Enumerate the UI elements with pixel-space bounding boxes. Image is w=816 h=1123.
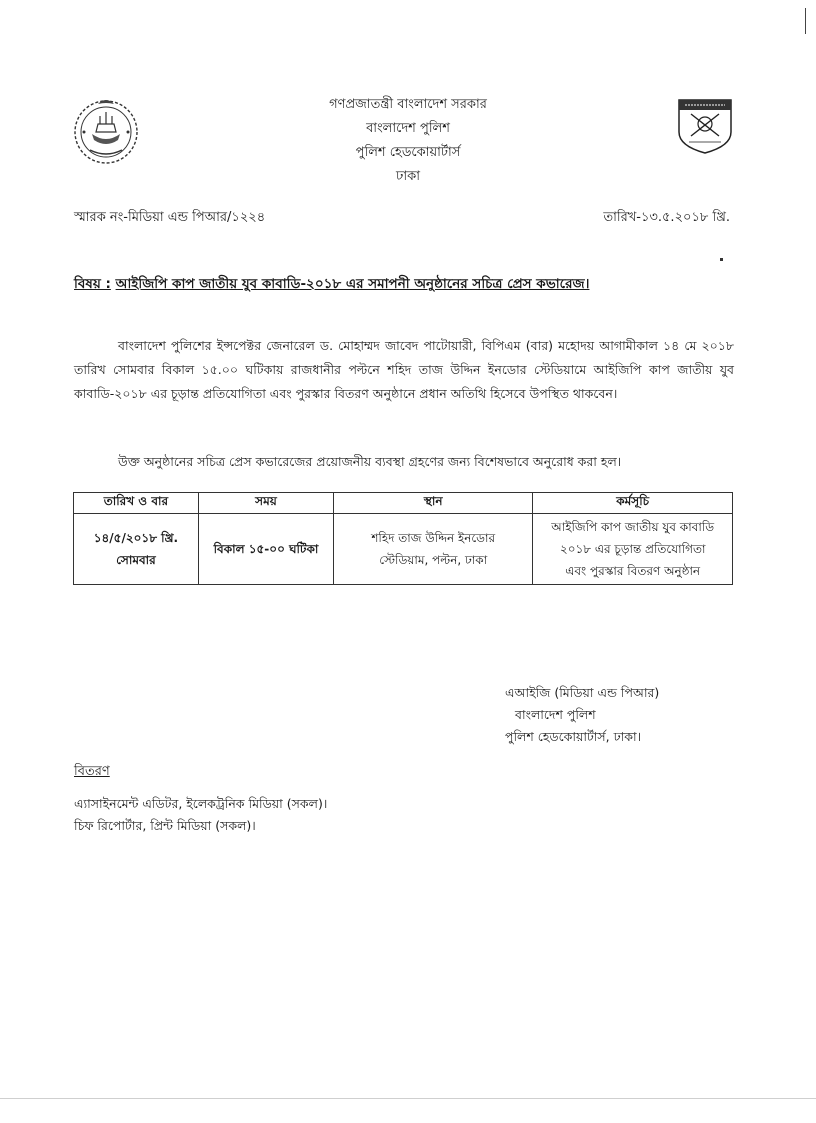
letterhead-office: পুলিশ হেডকোয়ার্টার্স (355, 145, 461, 160)
letter-date: তারিখ-১৩.৫.২০১৮ খ্রি. (603, 210, 730, 225)
cell-program-line: আইজিপি কাপ জাতীয় যুব কাবাডি (551, 520, 715, 534)
col-header-program: কর্মসূচি (533, 493, 733, 514)
body-paragraph-1 (74, 334, 734, 406)
cell-time: বিকাল ১৫-০০ ঘটিকা (198, 514, 333, 585)
subject-line (74, 273, 754, 296)
letterhead-city: ঢাকা (396, 169, 420, 184)
cell-program-line: এবং পুরস্কার বিতরণ অনুষ্ঠান (565, 564, 701, 578)
list-item: এ্যাসাইনমেন্ট এডিটর, ইলেকট্রনিক মিডিয়া (সকল)। (74, 796, 328, 811)
signature-title: এআইজি (মিডিয়া এন্ড পিআর) (505, 685, 660, 700)
letterhead-government: গণপ্রজাতন্ত্রী বাংলাদেশ সরকার (329, 97, 487, 112)
col-header-time: সময় (198, 493, 333, 514)
col-header-date: তারিখ ও বার (74, 493, 199, 514)
body-paragraph-1-text: বাংলাদেশ পুলিশের ইন্সপেক্টর জেনারেল ড. মোহাম্মদ জাবেদ পাটোয়ারী, বিপিএম (বার) মহোদয় আগামীকাল ১৪ মে ২০১৮ তারিখ সোমবার বিকাল ১৫.০০ ঘটিকায় রাজধানীর পল্টনে শহিদ তাজ উদ্দিন ইনডোর স্টেডিয়ামে আইজিপি কাপ জাতীয় যুব কাবাডি-২০১৮ এর চূড়ান্ত প্রতিযোগিতা এবং পুরস্কার বিতরণ অনুষ্ঠানে প্রধান অতিথি হিসেবে উপস্থিত থাকবেন। (74, 338, 734, 401)
letterhead-department: বাংলাদেশ পুলিশ (366, 121, 450, 136)
subject-text: আইজিপি কাপ জাতীয় যুব কাবাডি-২০১৮ এর সমাপনী অনুষ্ঠানের সচিত্র প্রেস কভারেজ। (115, 276, 590, 292)
col-header-venue: স্থান (334, 493, 533, 514)
cell-date-line: ১৪/৫/২০১৮ খ্রি. (93, 531, 179, 545)
scan-speck (720, 258, 723, 261)
signature-office: পুলিশ হেডকোয়ার্টার্স, ঢাকা। (505, 729, 642, 744)
cell-venue (334, 514, 533, 585)
scan-bottom-edge (0, 1098, 816, 1099)
cell-program (533, 514, 733, 585)
armed-police-badge-icon (677, 98, 733, 154)
signature-block (505, 682, 745, 748)
scan-edge-mark (805, 8, 806, 34)
cell-venue-line: শহিদ তাজ উদ্দিন ইনডোর (371, 531, 496, 545)
body-paragraph-2: উক্ত অনুষ্ঠানের সচিত্র প্রেস কভারেজের প্রয়োজনীয় ব্যবস্থা গ্রহণের জন্য বিশেষভাবে অনুরোধ করা হল। (118, 454, 622, 469)
signature-org: বাংলাদেশ পুলিশ (515, 707, 596, 722)
police-emblem-icon (70, 94, 142, 166)
table-row (74, 514, 733, 585)
cell-venue-line: স্টেডিয়াম, পল্টন, ঢাকা (379, 553, 488, 567)
cell-program-line: ২০১৮ এর চূড়ান্ত প্রতিযোগিতা (559, 542, 706, 556)
list-item: চিফ রিপোর্টার, প্রিন্ট মিডিয়া (সকল)। (74, 818, 256, 833)
memo-number: স্মারক নং-মিডিয়া এন্ড পিআর/১২২৪ (74, 210, 266, 225)
cell-date (74, 514, 199, 585)
cell-day-line: সোমবার (116, 553, 156, 567)
schedule-table (73, 492, 733, 585)
subject-label: বিষয় : (74, 276, 111, 292)
distribution-list (74, 793, 327, 837)
distribution-heading: বিতরণ (74, 764, 110, 779)
letterhead (250, 93, 566, 189)
table-header-row (74, 493, 733, 514)
